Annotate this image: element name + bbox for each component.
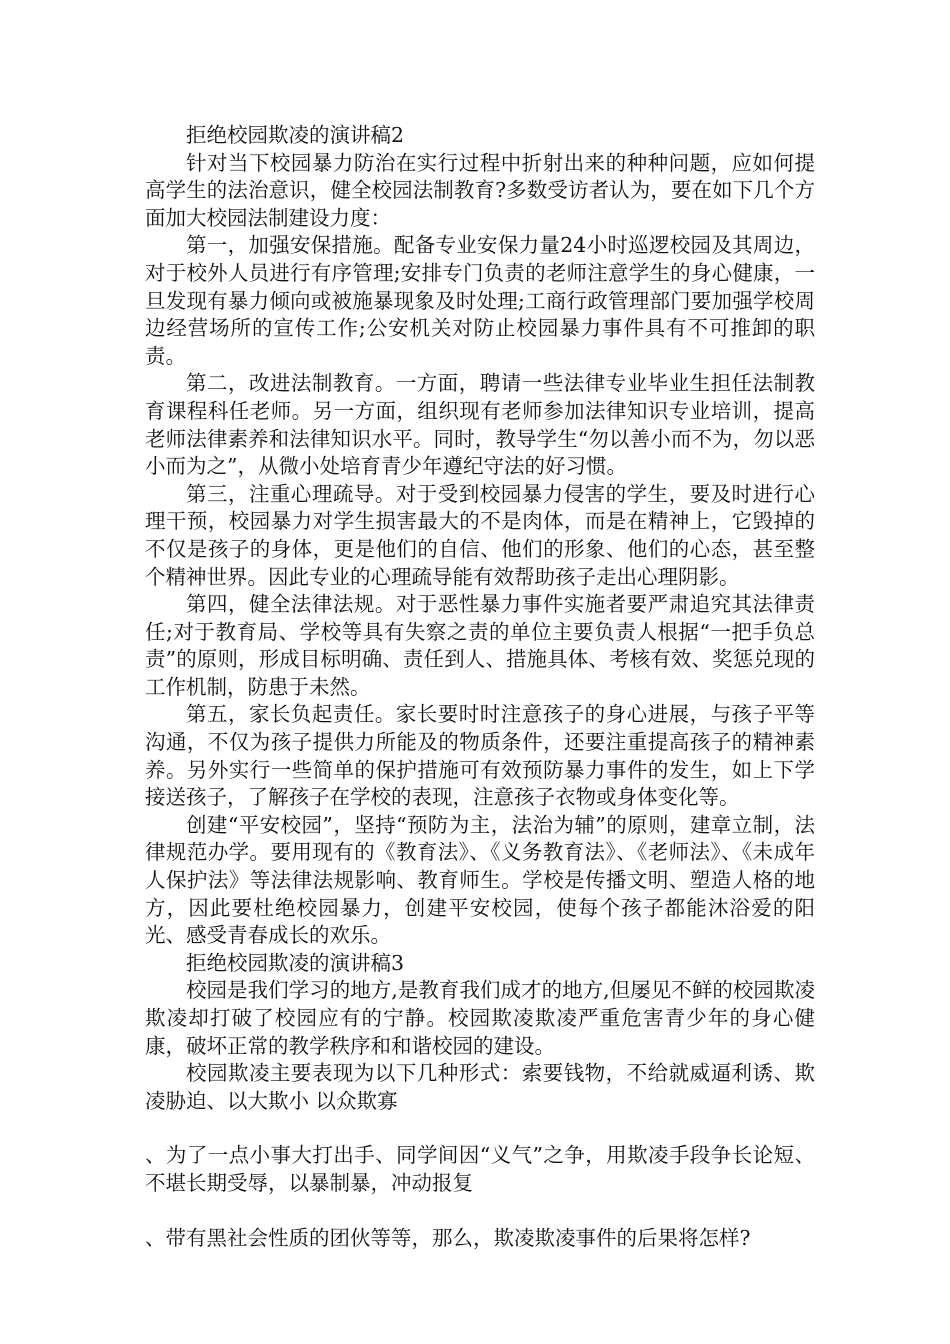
paragraph-fragment: 、带有黑社会性质的团伙等等，那么，欺凌欺凌事件的后果将怎样?: [145, 1225, 751, 1250]
paragraph: 第五，家长负起责任。家长要时时注意孩子的身心进展，与孩子平等沟通，不仅为孩子提供力所能及的物质条件，还要注重提高孩子的精神素养。另外实行一些简单的保护措施可有效预防暴力事件的发生，如上下学接送孩子，了解孩子在学校的表现，注意孩子衣物或身体变化等。: [145, 702, 815, 810]
paragraph: 校园是我们学习的地方,是教育我们成才的地方,但屡见不鲜的校园欺凌欺凌却打破了校园应有的宁静。校园欺凌欺凌严重危害青少年的身心健康，破坏正常的教学秩序和和谐校园的建设。: [145, 978, 815, 1058]
document-body: [145, 122, 815, 1252]
paragraph: 第三，注重心理疏导。对于受到校园暴力侵害的学生，要及时进行心理干预，校园暴力对学生损害最大的不是肉体，而是在精神上，它毁掉的不仅是孩子的身体，更是他们的自信、他们的形象、他们的心态，甚至整个精神世界。因此专业的心理疏导能有效帮助孩子走出心理阴影。: [145, 481, 815, 589]
paragraph-fragment: 、为了一点小事大打出手、同学间因“义气”之争，用欺凌手段争长论短、不堪长期受辱，以暴制暴，冲动报复: [145, 1143, 815, 1195]
paragraph: 第二，改进法制教育。一方面，聘请一些法律专业毕业生担任法制教育课程科任老师。另一方面，组织现有老师参加法律知识专业培训，提高老师法律素养和法律知识水平。同时，教导学生“勿以善小而不为，勿以恶小而为之”，从微小处培育青少年遵纪守法的好习惯。: [145, 371, 815, 479]
section-title: 拒绝校园欺凌的演讲稿3: [186, 950, 405, 975]
paragraph: 校园欺凌主要表现为以下几种形式：索要钱物，不给就威逼利诱、欺凌胁迫、以大欺小 以众欺寡: [145, 1061, 815, 1113]
paragraph: 创建“平安校园”，坚持“预防为主，法治为辅”的原则，建章立制，法律规范办学。要用现有的《教育法》、《义务教育法》、《老师法》、《未成年人保护法》等法律法规影响、教育师生。学校是传播文明、塑造人格的地方，因此要杜绝校园暴力，创建平安校园，使每个孩子都能沐浴爱的阳光、感受青春成长的欢乐。: [145, 812, 815, 948]
paragraph: 第四，健全法律法规。对于恶性暴力事件实施者要严肃追究其法律责任;对于教育局、学校等具有失察之责的单位主要负责人根据“一把手负总责”的原则，形成目标明确、责任到人、措施具体、考核有效、奖惩兑现的工作机制，防患于未然。: [145, 592, 815, 699]
paragraph: 针对当下校园暴力防治在实行过程中折射出来的种种问题，应如何提高学生的法治意识，健全校园法制教育?多数受访者认为，要在如下几个方面加大校园法制建设力度：: [145, 150, 815, 230]
section-title: 拒绝校园欺凌的演讲稿2: [186, 123, 405, 147]
paragraph: 第一，加强安保措施。配备专业安保力量24小时巡逻校园及其周边，对于校外人员进行有序管理;安排专门负责的老师注意学生的身心健康，一旦发现有暴力倾向或被施暴现象及时处理;工商行政管理部门要加强学校周边经营场所的宣传工作;公安机关对防止校园暴力事件具有不可推卸的职责。: [145, 233, 815, 368]
